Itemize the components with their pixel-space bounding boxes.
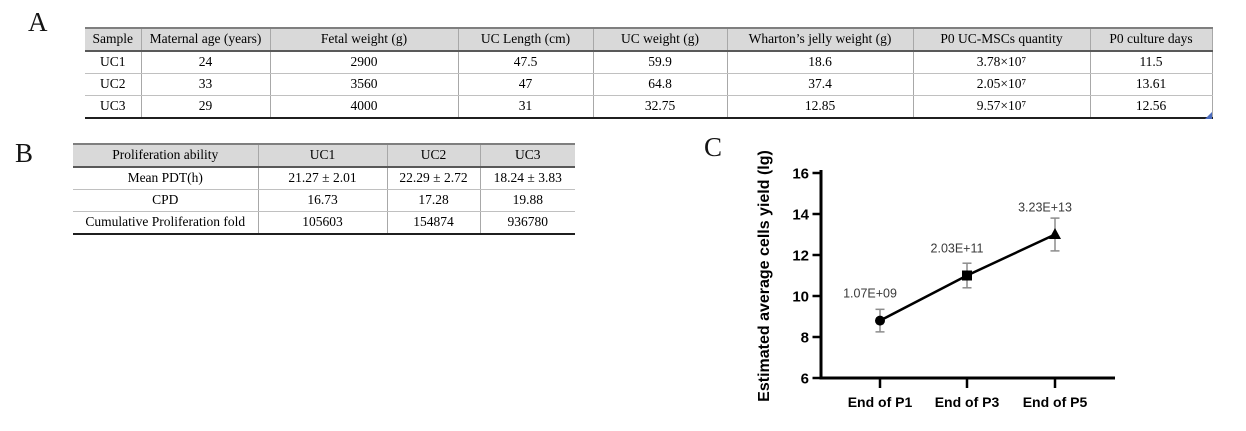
table-row — [85, 74, 1212, 96]
table-a-cell: 9.57×10⁷ — [913, 96, 1090, 119]
table-row — [73, 190, 575, 212]
sample-info-table — [85, 27, 1213, 119]
cells-yield-chart — [700, 130, 1146, 431]
table-a-cell: 37.4 — [727, 74, 913, 96]
table-a-header-row — [85, 28, 1212, 51]
table-b-cell: 105603 — [258, 212, 387, 235]
table-a-cell: 47 — [458, 74, 593, 96]
table-a-cell: 32.75 — [593, 96, 727, 119]
panel-label-b: B — [15, 138, 34, 168]
table-a-cell: 13.61 — [1090, 74, 1212, 96]
table-a-cell: 59.9 — [593, 51, 727, 74]
y-tick-label: 16 — [792, 165, 809, 183]
table-a-cell: UC3 — [99, 98, 126, 114]
y-tick-label: 8 — [800, 329, 809, 347]
table-a-cell: 3.78×10⁷ — [913, 51, 1090, 74]
table-b-header-uc3: UC3 — [480, 144, 575, 167]
table-b-cell: 22.29 ± 2.72 — [387, 167, 480, 190]
table-a-cell: 64.8 — [593, 74, 727, 96]
table-a-cell: 24 — [141, 51, 270, 74]
table-a-cell: 31 — [458, 96, 593, 119]
point-label: 2.03E+11 — [930, 241, 984, 256]
table-a-cell: 47.5 — [458, 51, 593, 74]
table-b-cell: 19.88 — [480, 190, 575, 212]
table-b-cell: 16.73 — [258, 190, 387, 212]
table-a-cell: 4000 — [270, 96, 458, 119]
y-axis-title: Estimated average cells yield (lg) — [756, 150, 773, 402]
panel-label-a: A — [28, 7, 48, 37]
proliferation-table — [73, 143, 575, 235]
y-tick-label: 6 — [800, 370, 809, 388]
table-row — [85, 96, 1212, 119]
table-row — [73, 167, 575, 190]
table-b-header-proliferation: Proliferation ability — [73, 144, 258, 167]
table-a-cell: UC2 — [85, 74, 141, 96]
table-a-header-p0-days: P0 culture days — [1090, 28, 1212, 51]
marker-triangle-icon — [1049, 228, 1061, 239]
table-a-cell: 18.6 — [727, 51, 913, 74]
table-b-cell: 154874 — [387, 212, 480, 235]
table-a-cell: 2.05×10⁷ — [913, 74, 1090, 96]
table-a-header-fetal-weight: Fetal weight (g) — [270, 28, 458, 51]
table-b-cell: CPD — [73, 190, 258, 212]
table-a-header-uc-length: UC Length (cm) — [458, 28, 593, 51]
table-a-header-uc-weight: UC weight (g) — [593, 28, 727, 51]
table-a-cell: 3560 — [270, 74, 458, 96]
table-corner-marker-icon — [1205, 112, 1212, 119]
table-b-cell: 18.24 ± 3.83 — [480, 167, 575, 190]
table-a-cell: 2900 — [270, 51, 458, 74]
table-a-cell: 11.5 — [1090, 51, 1212, 74]
y-tick-label: 12 — [792, 247, 809, 265]
table-a-cell: 12.56 — [1090, 96, 1212, 119]
table-b-cell: 21.27 ± 2.01 — [258, 167, 387, 190]
table-a-cell: UC1 — [85, 51, 141, 74]
table-b-cell: Cumulative Proliferation fold — [85, 214, 246, 230]
x-tick-label: End of P3 — [934, 394, 1000, 410]
y-tick-label: 14 — [792, 206, 809, 224]
table-b-cell: Mean PDT(h) — [73, 167, 258, 190]
table-a-header-wharton-jelly: Wharton’s jelly weight (g) — [727, 28, 913, 51]
table-a-header-maternal-age: Maternal age (years) — [141, 28, 270, 51]
table-a-header-p0-quantity: P0 UC-MSCs quantity — [913, 28, 1090, 51]
x-tick-label: End of P1 — [847, 394, 913, 410]
table-a-cell: 12.85 — [727, 96, 913, 119]
table-b-header-row — [73, 144, 575, 167]
marker-square-icon — [962, 271, 972, 281]
point-label: 3.23E+13 — [1018, 200, 1072, 215]
table-row — [85, 51, 1212, 74]
table-a-cell: 29 — [141, 96, 270, 119]
marker-circle-icon — [875, 316, 885, 326]
table-b-header-uc2: UC2 — [387, 144, 480, 167]
table-a-header-sample: Sample — [85, 28, 141, 51]
table-b-cell: 936780 — [480, 212, 575, 235]
panel-label-c: C — [704, 132, 723, 162]
table-a-cell: 33 — [141, 74, 270, 96]
table-b-cell: 17.28 — [387, 190, 480, 212]
point-label: 1.07E+09 — [843, 286, 897, 301]
x-tick-label: End of P5 — [1022, 394, 1088, 410]
table-row — [73, 212, 575, 235]
y-tick-label: 10 — [792, 288, 809, 306]
table-b-header-uc1: UC1 — [258, 144, 387, 167]
